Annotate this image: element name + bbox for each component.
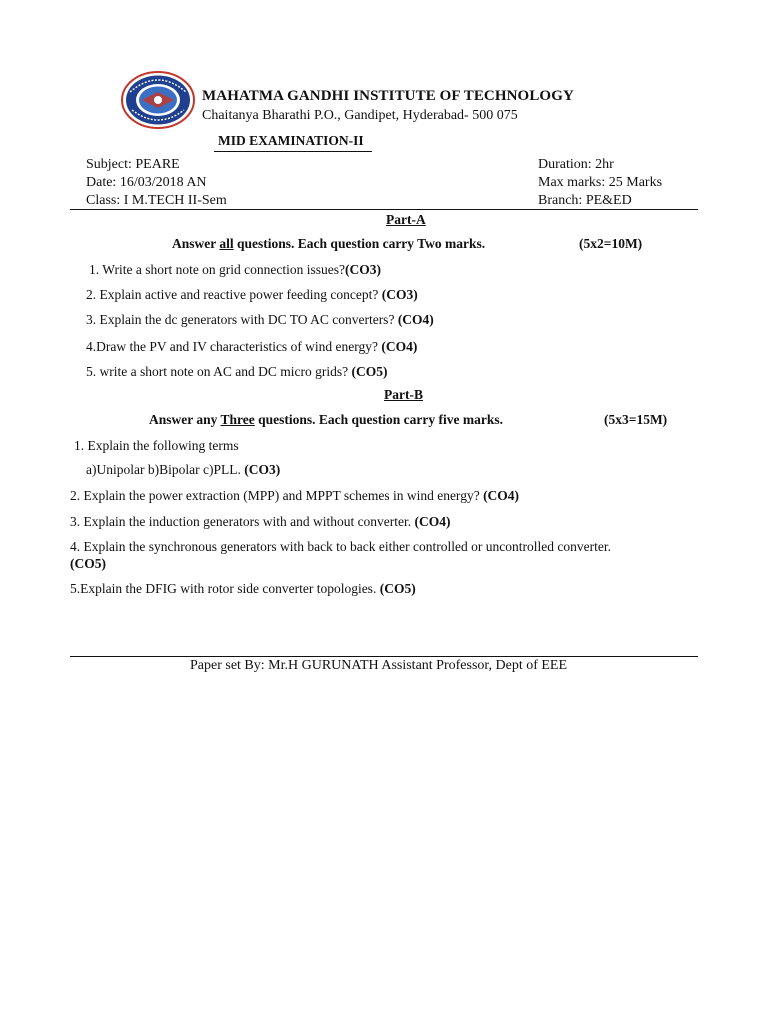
branch-label: Branch: PE&ED bbox=[538, 193, 632, 208]
class-label: Class: I M.TECH II-Sem bbox=[86, 193, 227, 208]
part-b-question-5: 5.Explain the DFIG with rotor side converter topologies. (CO5) bbox=[70, 581, 416, 596]
part-b-instructions: Answer any Three questions. Each question carry five marks. bbox=[149, 412, 504, 427]
part-b-marks: (5x3=15M) bbox=[604, 412, 668, 427]
institution-name: MAHATMA GANDHI INSTITUTE OF TECHNOLOGY bbox=[202, 88, 574, 104]
part-a-title: Part-A bbox=[386, 212, 426, 227]
date-label: Date: 16/03/2018 AN bbox=[86, 175, 207, 190]
part-a-instructions: Answer all questions. Each question carry Two marks. bbox=[172, 236, 486, 251]
part-b-question-1-subparts: a)Unipolar b)Bipolar c)PLL. (CO3) bbox=[86, 462, 281, 477]
part-a-question-2: 2. Explain active and reactive power feeding concept? (CO3) bbox=[86, 287, 418, 302]
exam-title-underline bbox=[214, 151, 372, 152]
institute-logo bbox=[120, 70, 196, 130]
part-a-marks: (5x2=10M) bbox=[579, 236, 643, 251]
exam-title: MID EXAMINATION-II bbox=[218, 133, 364, 148]
duration-label: Duration: 2hr bbox=[538, 157, 614, 172]
footer-divider bbox=[70, 656, 698, 657]
part-b-title: Part-B bbox=[384, 387, 423, 402]
max-marks-label: Max marks: 25 Marks bbox=[538, 175, 663, 190]
subject-label: Subject: PEARE bbox=[86, 157, 180, 172]
part-b-question-1: 1. Explain the following terms bbox=[74, 438, 239, 453]
paper-setter: Paper set By: Mr.H GURUNATH Assistant Professor, Dept of EEE bbox=[190, 658, 568, 673]
part-b-question-2: 2. Explain the power extraction (MPP) and MPPT schemes in wind energy? (CO4) bbox=[70, 488, 520, 503]
part-a-question-3: 3. Explain the dc generators with DC TO AC converters? (CO4) bbox=[86, 312, 434, 327]
part-a-question-5: 5. write a short note on AC and DC micro grids? (CO5) bbox=[86, 364, 388, 379]
part-b-question-3: 3. Explain the induction generators with and without converter. (CO4) bbox=[70, 514, 451, 529]
part-a-question-4: 4.Draw the PV and IV characteristics of wind energy? (CO4) bbox=[86, 339, 418, 354]
part-a-question-1: 1. Write a short note on grid connection issues?(CO3) bbox=[89, 262, 382, 277]
part-b-question-4: 4. Explain the synchronous generators with back to back either controlled or uncontrolled converter. (CO5) bbox=[70, 539, 611, 571]
header-divider bbox=[70, 209, 698, 210]
institution-address: Chaitanya Bharathi P.O., Gandipet, Hyderabad- 500 075 bbox=[202, 108, 518, 123]
